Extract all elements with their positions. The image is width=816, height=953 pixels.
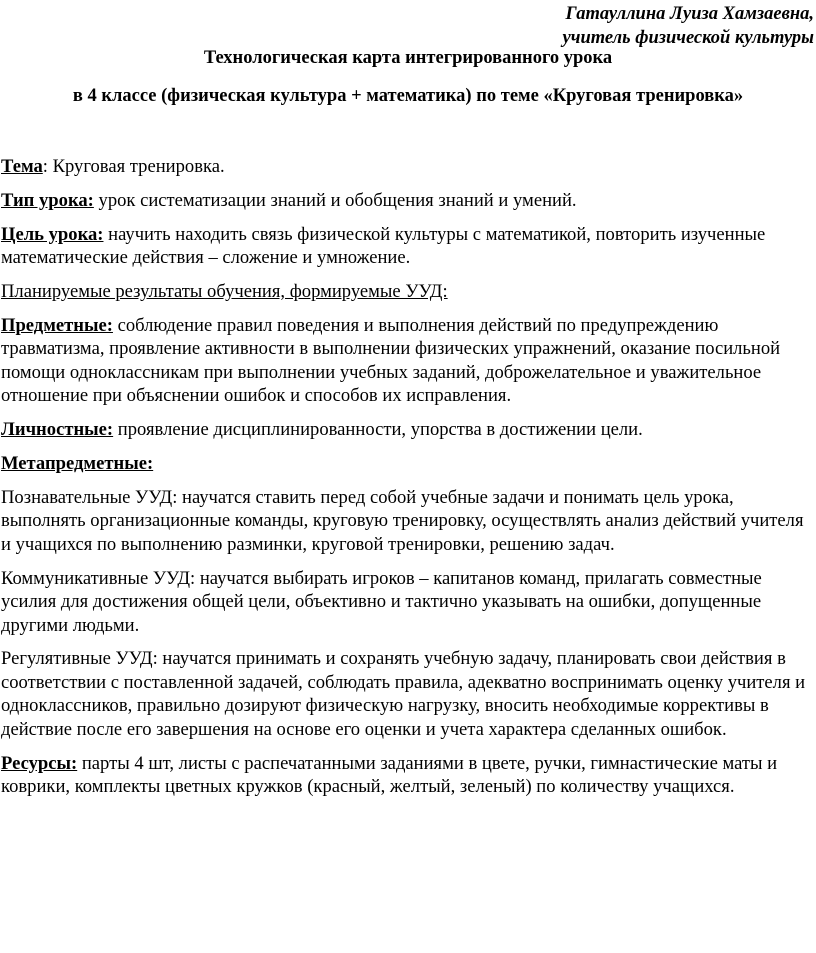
metasubject-label: Метапредметные: xyxy=(1,453,154,475)
subject-paragraph xyxy=(1,314,813,408)
topic-label: Тема xyxy=(1,156,43,177)
subject-label: Предметные: xyxy=(1,315,113,337)
author-name: Гатауллина Луиза Хамзаевна, xyxy=(565,4,814,24)
cognitive-paragraph: Познавательные УУД: научатся ставить перед собой учебные задачи и понимать цель урока, выполнять организационные команды, круговую тренировку, осуществлять анализ действий учителя и учащихся по выполнению разминки, круговой тренировки, решению задач. xyxy=(1,486,804,555)
metasubject-paragraph xyxy=(1,452,813,475)
document-body xyxy=(1,155,813,809)
goal-paragraph xyxy=(1,223,813,270)
lesson-type-text: урок систематизации знаний и обобщения знаний и умений. xyxy=(93,189,577,211)
resources-paragraph xyxy=(1,752,813,799)
topic-paragraph xyxy=(1,155,813,178)
regulatory-paragraph: Регулятивные УУД: научатся принимать и сохранять учебную задачу, планировать свои действия в соответствии с поставленной задачей, соблюдать правила, адекватно воспринимать оценку учителя и одноклассников, правильно дозируют физическую нагрузку, вносить необходимые коррективы в действие после его завершения на основе его оценки и учета характера сделанных ошибок. xyxy=(1,648,806,740)
resources-text: парты 4 шт, листы с распечатанными заданиями в цвете, ручки, гимнастические маты и коврики, комплекты цветных кружков (красный, желтый, зеленый) по количеству учащихся. xyxy=(1,752,778,797)
document-title: Технологическая карта интегрированного урока xyxy=(203,48,613,68)
lesson-type-paragraph xyxy=(1,189,813,212)
goal-label: Цель урока: xyxy=(1,223,104,245)
author-role: учитель физической культуры xyxy=(562,28,814,48)
topic-text: : Круговая тренировка. xyxy=(42,156,225,177)
communicative-paragraph: Коммуникативные УУД: научатся выбирать игроков – капитанов команд, прилагать совместные усилия для достижения общей цели, объективно и тактично указывать на ошибки, допущенные другими людьми. xyxy=(1,567,762,636)
personal-text: проявление дисциплинированности, упорства в достижении цели. xyxy=(113,419,643,441)
goal-text: научить находить связь физической культуры с математикой, повторить изученные математические действия – сложение и умножение. xyxy=(1,223,766,269)
lesson-type-label: Тип урока: xyxy=(1,189,94,211)
subject-text: соблюдение правил поведения и выполнения действий по предупреждению травматизма, проявление активности в выполнении физических упражнений, оказание посильной помощи одноклассникам при выполнении учебных заданий, доброжелательное и уважительное отношение при объяснении ошибок и способов их исправления. xyxy=(1,315,781,407)
planned-results-heading: Планируемые результаты обучения, формируемые УУД: xyxy=(1,281,448,303)
personal-paragraph xyxy=(1,418,813,441)
personal-label: Личностные: xyxy=(1,419,114,441)
document-subtitle: в 4 классе (физическая культура + математика) по теме «Круговая тренировка» xyxy=(72,86,744,106)
planned-results-paragraph xyxy=(1,280,813,303)
resources-label: Ресурсы: xyxy=(1,752,78,774)
author-block xyxy=(563,2,814,50)
